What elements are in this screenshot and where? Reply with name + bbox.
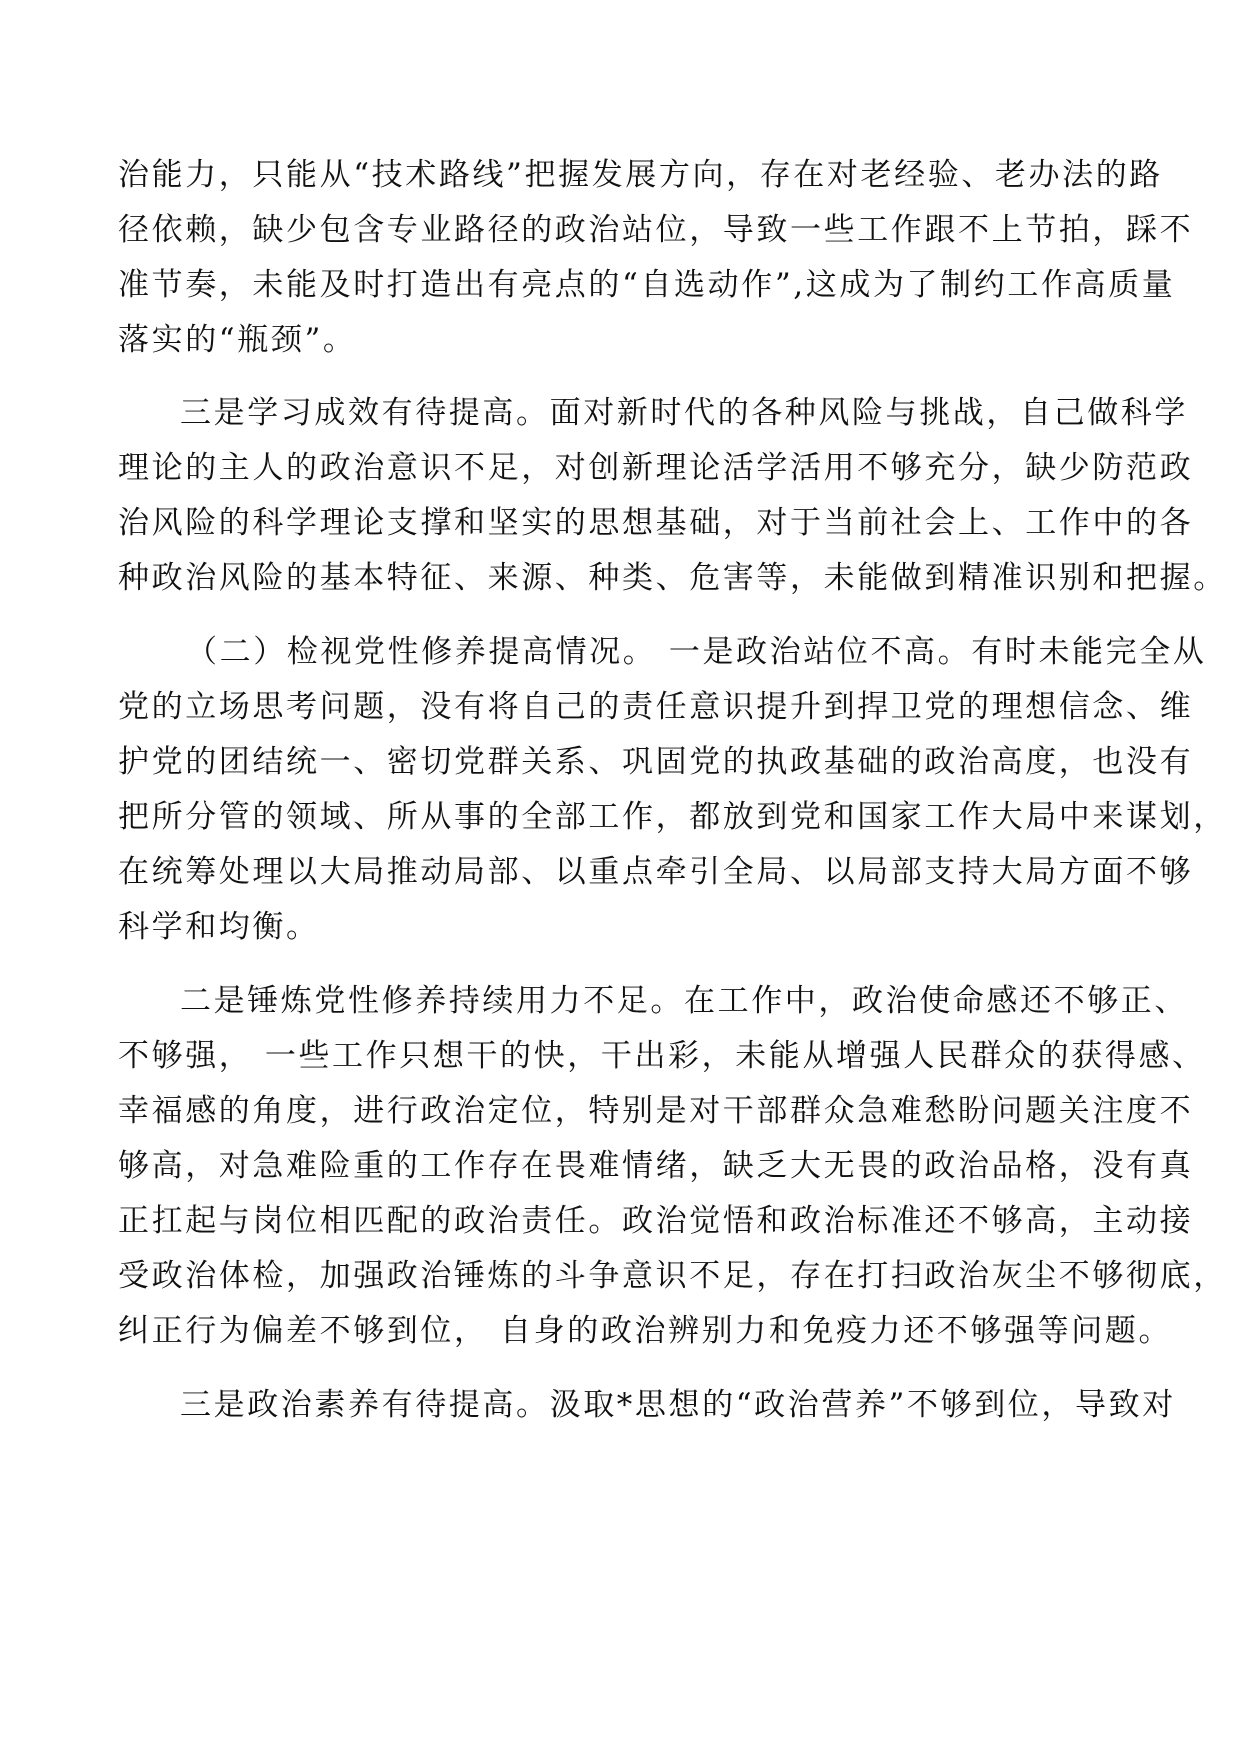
text-line: 在统筹处理以大局推动局部、以重点牵引全局、以局部支持大局方面不够 <box>118 854 1194 890</box>
text-line: 治能力，只能从“技术路线”把握发展方向，存在对老经验、老办法的路 <box>118 157 1163 193</box>
text-line: 三是学习成效有待提高。面对新时代的各种风险与挑战，自己做科学 <box>180 395 1188 431</box>
text-line: 够高，对急难险重的工作存在畏难情绪，缺乏大无畏的政治品格，没有真 <box>118 1148 1194 1184</box>
text-line: 种政治风险的基本特征、来源、种类、危害等，未能做到精准识别和把握。 <box>118 560 1227 596</box>
text-line: 三是政治素养有待提高。汲取*思想的“政治营养”不够到位，导致对 <box>180 1387 1176 1423</box>
text-line: 党的立场思考问题，没有将自己的责任意识提升到捍卫党的理想信念、维 <box>118 689 1194 725</box>
text-line: 把所分管的领域、所从事的全部工作，都放到党和国家工作大局中来谋划， <box>118 799 1227 835</box>
text-line: 径依赖，缺少包含专业路径的政治站位，导致一些工作跟不上节拍，踩不 <box>118 212 1194 248</box>
text-line: 幸福感的角度，进行政治定位，特别是对干部群众急难愁盼问题关注度不 <box>118 1093 1194 1129</box>
text-line: 护党的团结统一、密切党群关系、巩固党的执政基础的政治高度，也没有 <box>118 744 1194 780</box>
text-line: 纠正行为偏差不够到位， 自身的政治辨别力和免疫力还不够强等问题。 <box>118 1313 1173 1349</box>
text-line: 科学和均衡。 <box>118 909 320 945</box>
text-line: 准节奏，未能及时打造出有亮点的“自选动作”,这成为了制约工作高质量 <box>118 267 1176 303</box>
text-line: （二）检视党性修养提高情况。 一是政治站位不高。有时未能完全从 <box>186 634 1207 670</box>
text-line: 落实的“瓶颈”。 <box>118 322 357 358</box>
text-line: 二是锤炼党性修养持续用力不足。在工作中，政治使命感还不够正、 <box>180 983 1188 1019</box>
text-line: 受政治体检，加强政治锤炼的斗争意识不足，存在打扫政治灰尘不够彻底， <box>118 1258 1227 1294</box>
text-line: 理论的主人的政治意识不足，对创新理论活学活用不够充分，缺少防范政 <box>118 450 1194 486</box>
text-line: 不够强， 一些工作只想干的快，干出彩，未能从增强人民群众的获得感、 <box>118 1038 1206 1074</box>
text-line: 正扛起与岗位相匹配的政治责任。政治觉悟和政治标准还不够高，主动接 <box>118 1203 1194 1239</box>
text-line: 治风险的科学理论支撑和坚实的思想基础，对于当前社会上、工作中的各 <box>118 505 1194 541</box>
